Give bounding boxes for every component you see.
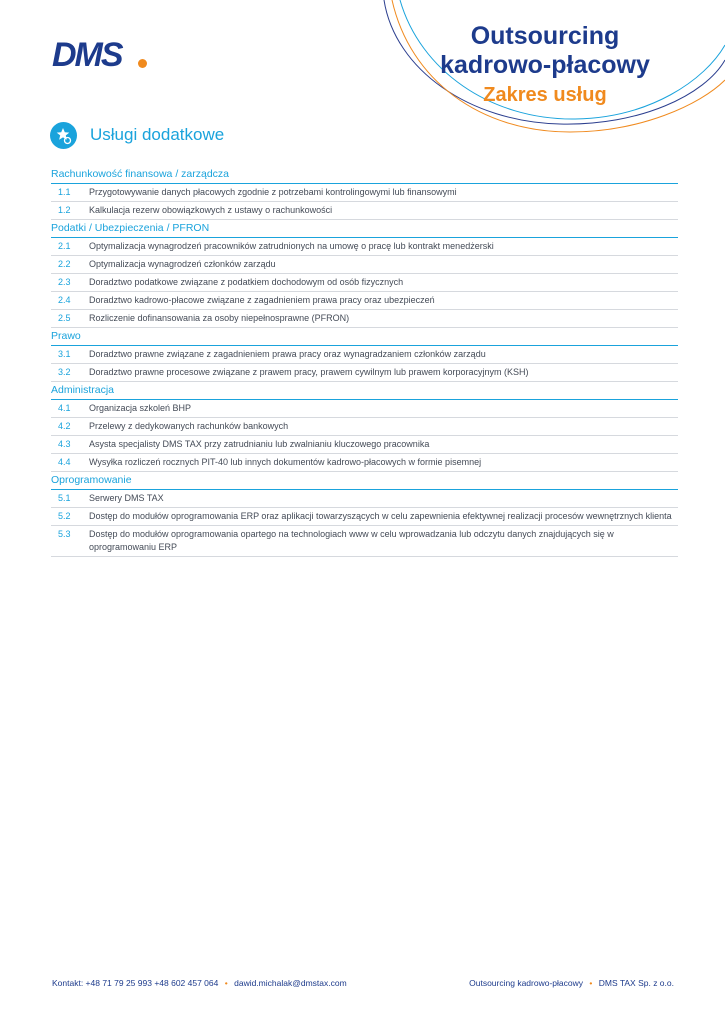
footer-bullet: • [224,978,228,988]
service-text: Dostęp do modułów oprogramowania ERP oraz aplikacji towarzyszących w celu zapewnienia efektywnej realizacji procesów wewnętrznych klienta [89,511,672,521]
title-line-2: kadrowo-płacowy [440,51,650,79]
star-badge-icon [50,122,77,149]
service-text: Rozliczenie dofinansowania za osoby niepełnosprawne (PFRON) [89,313,350,323]
service-row [51,310,678,328]
service-text: Doradztwo podatkowe związane z podatkiem dochodowym od osób fizycznych [89,277,404,287]
service-text: Kalkulacja rezerw obowiązkowych z ustawy o rachunkowości [89,205,333,215]
service-text: Dostęp do modułów oprogramowania opartego na technologiach www w celu wprowadzania lub odczytu danych znajdujących się w oprogramowaniu ERP [89,529,614,552]
service-text: Doradztwo prawne procesowe związane z prawem pracy, prawem cywilnym lub prawem korporacyjnym (KSH) [89,367,529,377]
footer-bullet: • [589,978,593,988]
footer-company: DMS TAX Sp. z o.o. [598,978,674,988]
title-line-1: Outsourcing [470,22,620,50]
service-row [51,508,678,526]
logo-text: DMS [52,36,122,74]
service-number: 1.1 [58,187,71,197]
service-number: 3.1 [58,349,71,359]
service-number: 2.1 [58,241,71,251]
service-row [51,238,678,256]
section-title: Usługi dodatkowe [90,125,225,144]
service-text: Przygotowywanie danych płacowych zgodnie z potrzebami kontrolingowymi lub finansowymi [89,187,457,197]
service-row [51,346,678,364]
service-number: 4.1 [58,403,71,413]
service-number: 4.3 [58,439,71,449]
service-text: Optymalizacja wynagrodzeń członków zarządu [89,259,276,269]
service-row [51,292,678,310]
service-number: 1.2 [58,205,71,215]
service-text: Optymalizacja wynagrodzeń pracowników zatrudnionych na umowę o pracę lub kontrakt menedżerski [89,241,494,251]
service-text: Doradztwo kadrowo-płacowe związane z zagadnieniem prawa pracy oraz ubezpieczeń [89,295,435,305]
service-number: 4.4 [58,457,71,467]
service-number: 4.2 [58,421,71,431]
footer-email[interactable]: dawid.michalak@dmstax.com [234,978,347,988]
service-row [51,526,678,557]
service-row [51,490,678,508]
service-text: Doradztwo prawne związane z zagadnieniem prawa pracy oraz wynagradzaniem członków zarządu [89,349,486,359]
service-row [51,202,678,220]
service-row [51,436,678,454]
service-number: 2.4 [58,295,71,305]
service-text: Asysta specjalisty DMS TAX przy zatrudnianiu lub zwalnianiu kluczowego pracownika [89,439,430,449]
service-row [51,184,678,202]
category-heading: Oprogramowanie [51,472,678,490]
service-number: 2.2 [58,259,71,269]
dms-logo [52,38,152,72]
service-text: Serwery DMS TAX [89,493,164,503]
service-text: Organizacja szkoleń BHP [89,403,192,413]
service-number: 5.3 [58,529,71,539]
footer-contact: Kontakt: +48 71 79 25 993 +48 602 457 064 [52,978,219,988]
service-row [51,364,678,382]
service-row [51,274,678,292]
category-heading: Podatki / Ubezpieczenia / PFRON [51,220,678,238]
service-text: Przelewy z dedykowanych rachunków bankowych [89,421,289,431]
service-row [51,256,678,274]
title-subtitle: Zakres usług [483,84,607,106]
service-number: 2.5 [58,313,71,323]
service-row [51,454,678,472]
footer-doc-name: Outsourcing kadrowo-płacowy [469,978,583,988]
service-number: 5.1 [58,493,71,503]
service-row [51,418,678,436]
service-number: 5.2 [58,511,71,521]
service-text: Wysyłka rozliczeń rocznych PIT-40 lub innych dokumentów kadrowo-płacowych w formie pisemnej [89,457,482,467]
service-row [51,400,678,418]
service-number: 3.2 [58,367,71,377]
services-list [51,166,678,557]
category-heading: Prawo [51,328,678,346]
logo-dot [138,59,147,68]
document-title [430,22,660,109]
category-heading: Rachunkowość finansowa / zarządcza [51,166,678,184]
category-heading: Administracja [51,382,678,400]
service-number: 2.3 [58,277,71,287]
